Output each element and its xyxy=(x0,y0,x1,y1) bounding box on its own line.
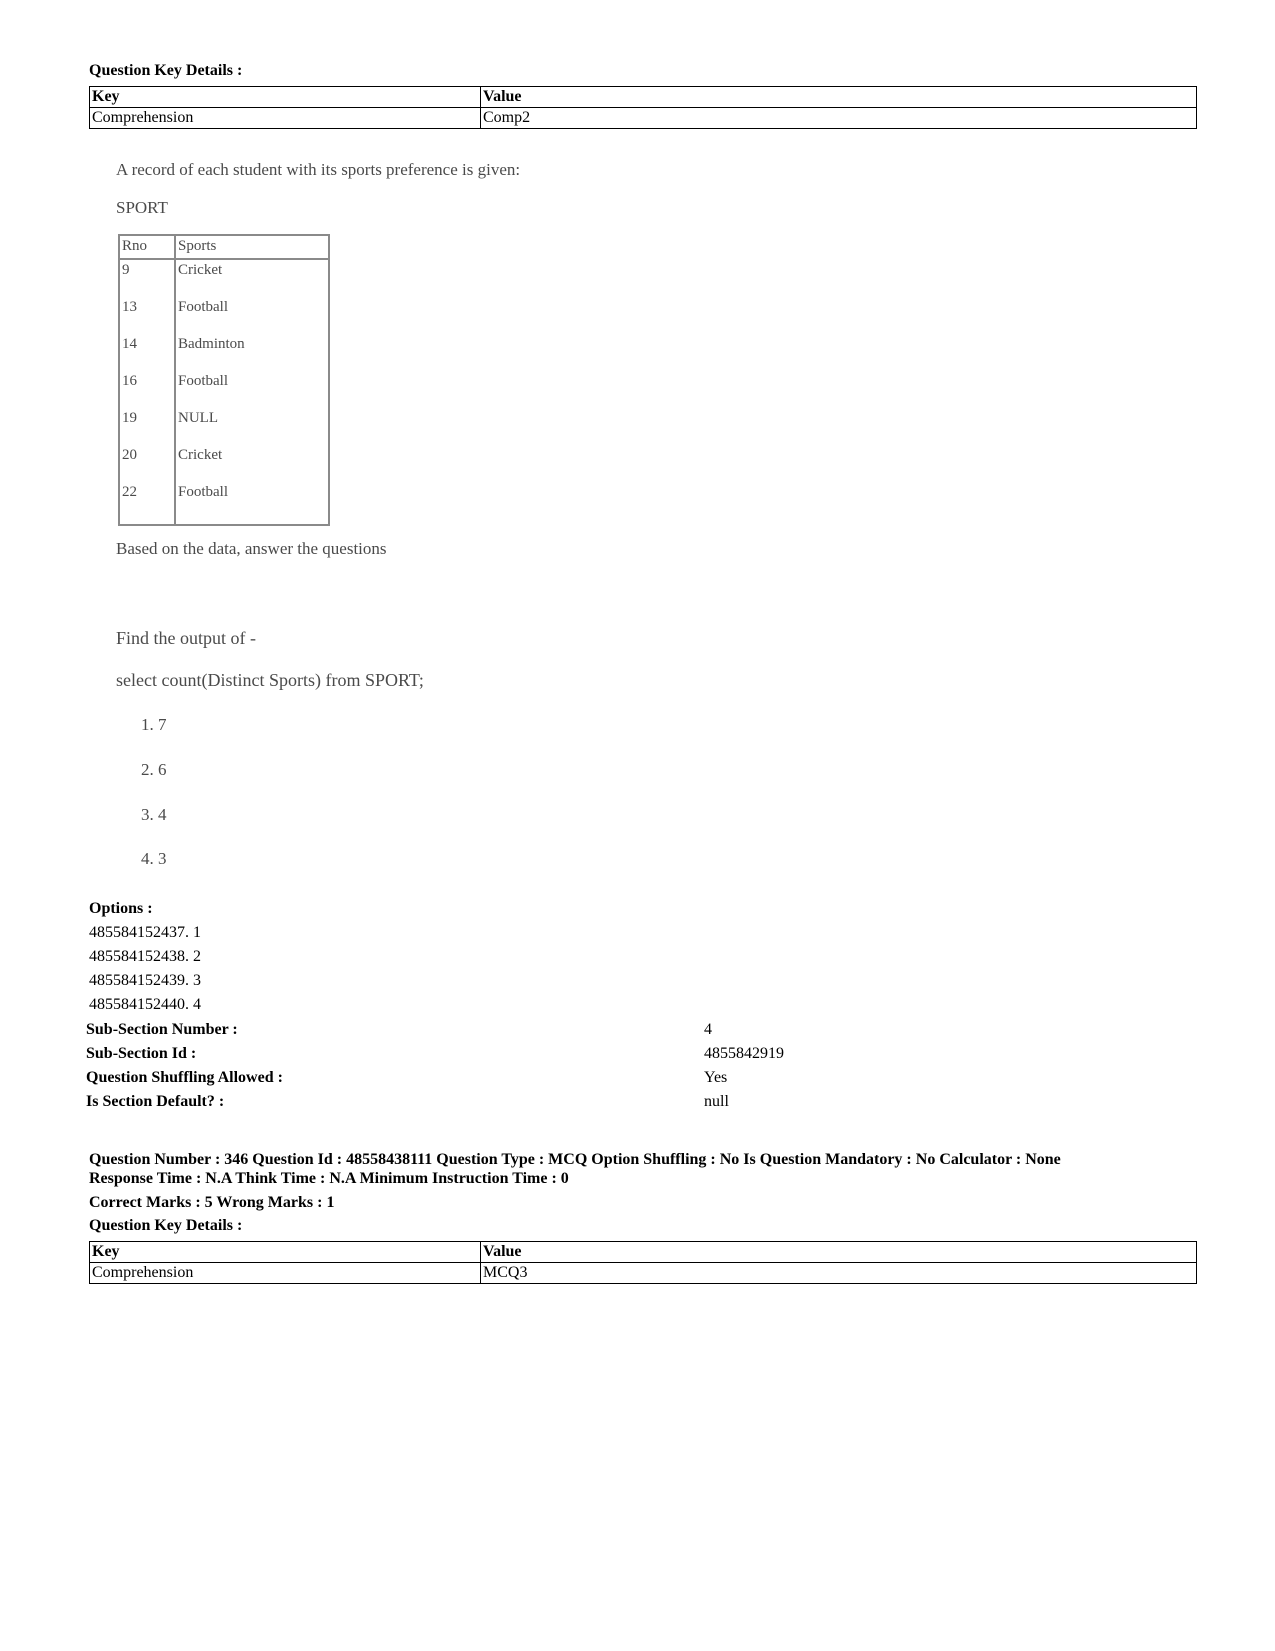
question-header-line2: Response Time : N.A Think Time : N.A Minimum Instruction Time : 0 xyxy=(89,1170,569,1187)
image-instruction: Based on the data, answer the questions xyxy=(116,539,387,558)
key-details-title: Question Key Details : xyxy=(89,62,243,79)
image-intro-text: A record of each student with its sports preference is given: xyxy=(116,160,521,179)
question-marks: Correct Marks : 5 Wrong Marks : 1 xyxy=(89,1194,335,1211)
subsection-number-value: 4 xyxy=(704,1021,712,1038)
question-shuffling-value: Yes xyxy=(704,1069,728,1086)
sport-sports-cell: Football xyxy=(178,484,229,500)
section-default-label: Is Section Default? : xyxy=(86,1093,225,1110)
option-item: 485584152440. 4 xyxy=(89,996,201,1013)
sport-sports-cell: Cricket xyxy=(178,262,223,278)
table-header-key: Key xyxy=(90,1242,481,1263)
section-default-value: null xyxy=(704,1093,729,1110)
table-cell-value: MCQ3 xyxy=(481,1263,1197,1284)
sport-sports-cell: Football xyxy=(178,299,229,315)
sport-rno-cell: 22 xyxy=(122,484,137,500)
table-header-row xyxy=(90,1242,1197,1263)
question-header-line1: Question Number : 346 Question Id : 48558438111 Question Type : MCQ Option Shuffling : No Is Question Mandatory : No Calculator : None xyxy=(89,1151,1061,1168)
option-item: 485584152439. 3 xyxy=(89,972,201,989)
image-choice: 2. 6 xyxy=(141,760,167,779)
key-details-title: Question Key Details : xyxy=(89,1217,243,1234)
sport-table-header-rno: Rno xyxy=(122,238,148,254)
table-cell-key: Comprehension xyxy=(90,1263,481,1284)
sport-rno-cell: 9 xyxy=(122,262,130,278)
sport-rno-cell: 20 xyxy=(122,447,137,463)
table-cell-value: Comp2 xyxy=(481,108,1197,129)
table-row xyxy=(90,108,1197,129)
sport-sports-cell: Cricket xyxy=(178,447,223,463)
option-item: 485584152438. 2 xyxy=(89,948,201,965)
option-item: 485584152437. 1 xyxy=(89,924,201,941)
table-header-value: Value xyxy=(481,87,1197,108)
key-details-table xyxy=(89,1241,1197,1284)
image-choice: 4. 3 xyxy=(141,849,167,868)
image-query: select count(Distinct Sports) from SPORT; xyxy=(116,670,424,690)
sport-rno-cell: 14 xyxy=(122,336,137,352)
image-choice: 1. 7 xyxy=(141,715,167,734)
sport-rno-cell: 13 xyxy=(122,299,137,315)
subsection-id-value: 4855842919 xyxy=(704,1045,784,1062)
image-table-name: SPORT xyxy=(116,198,168,217)
subsection-number-label: Sub-Section Number : xyxy=(86,1021,238,1038)
question-shuffling-row xyxy=(86,1069,1186,1091)
sport-sports-cell: Football xyxy=(178,373,229,389)
table-header-value: Value xyxy=(481,1242,1197,1263)
sport-table-header-sports: Sports xyxy=(178,238,217,254)
sport-sports-cell: NULL xyxy=(178,410,218,426)
sport-rno-cell: 16 xyxy=(122,373,137,389)
question-shuffling-label: Question Shuffling Allowed : xyxy=(86,1069,283,1086)
sport-table xyxy=(118,234,330,526)
sport-sports-cell: Badminton xyxy=(178,336,245,352)
image-choice: 3. 4 xyxy=(141,805,167,824)
subsection-id-label: Sub-Section Id : xyxy=(86,1045,197,1062)
options-title: Options : xyxy=(89,900,153,917)
table-header-key: Key xyxy=(90,87,481,108)
table-row xyxy=(90,1263,1197,1284)
key-details-table xyxy=(89,86,1197,129)
subsection-number-row xyxy=(86,1021,1186,1043)
image-question: Find the output of - xyxy=(116,628,256,648)
table-header-row xyxy=(90,87,1197,108)
sport-rno-cell: 19 xyxy=(122,410,137,426)
section-default-row xyxy=(86,1093,1186,1115)
table-cell-key: Comprehension xyxy=(90,108,481,129)
subsection-id-row xyxy=(86,1045,1186,1067)
